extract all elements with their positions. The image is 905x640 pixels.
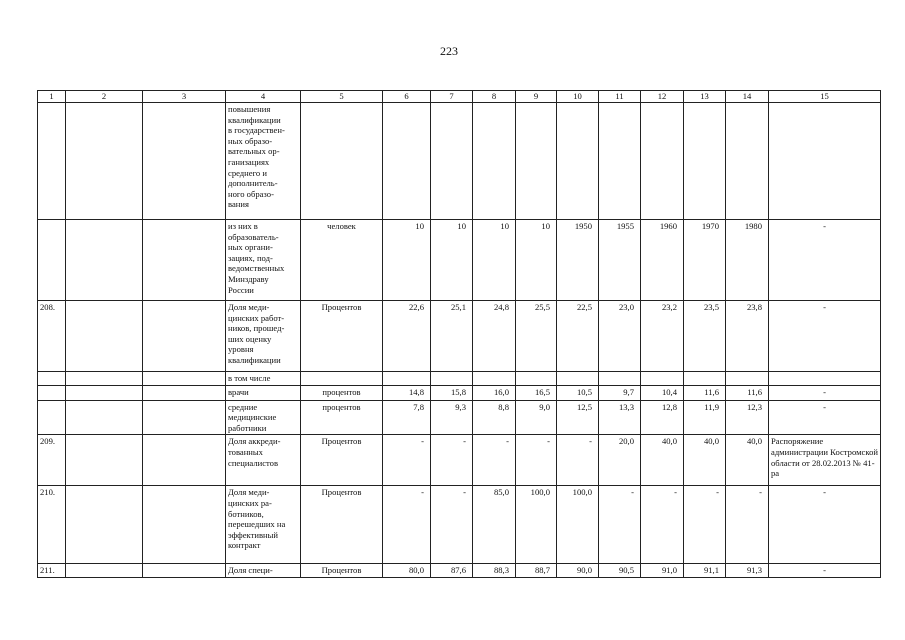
value-cell: 24,8 <box>473 301 516 372</box>
indicator-name: Доля специ- <box>226 564 301 578</box>
row-number: 210. <box>38 486 66 564</box>
value-cell: 40,0 <box>726 435 769 486</box>
table-row <box>38 385 881 400</box>
value-cell: 10 <box>473 220 516 301</box>
value-cell: 12,3 <box>726 400 769 435</box>
cell-col3 <box>143 564 226 578</box>
cell-col2 <box>66 435 143 486</box>
value-cell: 87,6 <box>431 564 473 578</box>
column-header: 6 <box>383 91 431 103</box>
value-cell <box>431 103 473 220</box>
row-number <box>38 385 66 400</box>
value-cell <box>383 103 431 220</box>
note <box>769 103 881 220</box>
value-cell: - <box>383 486 431 564</box>
note: - <box>769 220 881 301</box>
indicator-name: Доля меди- цинских ра- ботников, перешедших на эффективный контракт <box>226 486 301 564</box>
value-cell <box>684 372 726 386</box>
row-number: 208. <box>38 301 66 372</box>
value-cell: 10 <box>516 220 557 301</box>
cell-col2 <box>66 564 143 578</box>
column-header: 7 <box>431 91 473 103</box>
value-cell: - <box>431 486 473 564</box>
table-row <box>38 372 881 386</box>
note: - <box>769 400 881 435</box>
value-cell <box>516 103 557 220</box>
column-header: 14 <box>726 91 769 103</box>
value-cell: 16,0 <box>473 385 516 400</box>
column-header: 8 <box>473 91 516 103</box>
cell-col2 <box>66 385 143 400</box>
value-cell <box>684 103 726 220</box>
cell-col3 <box>143 400 226 435</box>
indicator-name: врачи <box>226 385 301 400</box>
indicator-name: Доля аккреди- тованных специалистов <box>226 435 301 486</box>
note: - <box>769 486 881 564</box>
value-cell <box>557 103 599 220</box>
note: - <box>769 385 881 400</box>
row-number <box>38 400 66 435</box>
value-cell: 20,0 <box>599 435 641 486</box>
value-cell: 90,0 <box>557 564 599 578</box>
unit <box>301 372 383 386</box>
value-cell: 9,3 <box>431 400 473 435</box>
value-cell <box>516 372 557 386</box>
value-cell <box>431 372 473 386</box>
note: Распоряжение администрации Костромской области от 28.02.2013 № 41-ра <box>769 435 881 486</box>
value-cell: 1970 <box>684 220 726 301</box>
cell-col2 <box>66 372 143 386</box>
indicator-name: средние медицинские работники <box>226 400 301 435</box>
column-header: 2 <box>66 91 143 103</box>
unit <box>301 103 383 220</box>
value-cell: 10 <box>431 220 473 301</box>
value-cell <box>641 103 684 220</box>
value-cell: 1950 <box>557 220 599 301</box>
value-cell: - <box>473 435 516 486</box>
value-cell: 12,5 <box>557 400 599 435</box>
value-cell <box>599 372 641 386</box>
column-header: 3 <box>143 91 226 103</box>
column-header: 15 <box>769 91 881 103</box>
value-cell: - <box>641 486 684 564</box>
page-number: 223 <box>440 44 458 58</box>
value-cell: 1955 <box>599 220 641 301</box>
unit: Процентов <box>301 435 383 486</box>
value-cell: 13,3 <box>599 400 641 435</box>
cell-col2 <box>66 220 143 301</box>
cell-col2 <box>66 400 143 435</box>
note: - <box>769 301 881 372</box>
value-cell: 88,7 <box>516 564 557 578</box>
column-header: 12 <box>641 91 684 103</box>
value-cell: 22,6 <box>383 301 431 372</box>
cell-col2 <box>66 301 143 372</box>
column-header: 9 <box>516 91 557 103</box>
value-cell: 9,7 <box>599 385 641 400</box>
row-number <box>38 220 66 301</box>
value-cell: - <box>383 435 431 486</box>
value-cell <box>473 372 516 386</box>
value-cell: 88,3 <box>473 564 516 578</box>
column-header: 5 <box>301 91 383 103</box>
value-cell: 91,0 <box>641 564 684 578</box>
value-cell: - <box>599 486 641 564</box>
row-number <box>38 103 66 220</box>
value-cell: 40,0 <box>641 435 684 486</box>
value-cell: 100,0 <box>516 486 557 564</box>
value-cell: 91,1 <box>684 564 726 578</box>
table-row <box>38 103 881 220</box>
cell-col2 <box>66 103 143 220</box>
table-row <box>38 435 881 486</box>
value-cell: - <box>557 435 599 486</box>
value-cell: 85,0 <box>473 486 516 564</box>
unit: Процентов <box>301 486 383 564</box>
value-cell: 1980 <box>726 220 769 301</box>
value-cell: 11,9 <box>684 400 726 435</box>
value-cell: 10,4 <box>641 385 684 400</box>
value-cell <box>557 372 599 386</box>
value-cell: 40,0 <box>684 435 726 486</box>
value-cell <box>726 372 769 386</box>
value-cell: 80,0 <box>383 564 431 578</box>
value-cell: 10 <box>383 220 431 301</box>
value-cell: 91,3 <box>726 564 769 578</box>
value-cell: 9,0 <box>516 400 557 435</box>
column-header: 4 <box>226 91 301 103</box>
value-cell: - <box>684 486 726 564</box>
value-cell: 15,8 <box>431 385 473 400</box>
value-cell: - <box>516 435 557 486</box>
value-cell <box>383 372 431 386</box>
column-header: 1 <box>38 91 66 103</box>
column-header: 13 <box>684 91 726 103</box>
value-cell: 7,8 <box>383 400 431 435</box>
value-cell: 23,8 <box>726 301 769 372</box>
row-number <box>38 372 66 386</box>
value-cell <box>641 372 684 386</box>
indicator-name: в том числе <box>226 372 301 386</box>
cell-col3 <box>143 103 226 220</box>
value-cell: 11,6 <box>726 385 769 400</box>
note <box>769 372 881 386</box>
cell-col3 <box>143 486 226 564</box>
value-cell: 100,0 <box>557 486 599 564</box>
unit: человек <box>301 220 383 301</box>
cell-col3 <box>143 385 226 400</box>
unit: Процентов <box>301 564 383 578</box>
value-cell <box>473 103 516 220</box>
row-number: 211. <box>38 564 66 578</box>
value-cell: 23,2 <box>641 301 684 372</box>
value-cell: 1960 <box>641 220 684 301</box>
value-cell: - <box>431 435 473 486</box>
table-row <box>38 400 881 435</box>
value-cell <box>726 103 769 220</box>
value-cell: 8,8 <box>473 400 516 435</box>
table-row <box>38 220 881 301</box>
value-cell: 25,5 <box>516 301 557 372</box>
header-row <box>38 91 881 103</box>
cell-col2 <box>66 486 143 564</box>
note: - <box>769 564 881 578</box>
value-cell: - <box>726 486 769 564</box>
indicator-name: повышения квалификации в государствен- ных образо- вательных ор- ганизациях среднего и дополнитель- ного образо- вания <box>226 103 301 220</box>
value-cell: 11,6 <box>684 385 726 400</box>
value-cell: 25,1 <box>431 301 473 372</box>
unit: процентов <box>301 385 383 400</box>
value-cell: 23,5 <box>684 301 726 372</box>
value-cell: 90,5 <box>599 564 641 578</box>
value-cell: 12,8 <box>641 400 684 435</box>
table-row <box>38 301 881 372</box>
unit: Процентов <box>301 301 383 372</box>
value-cell: 23,0 <box>599 301 641 372</box>
table-row <box>38 564 881 578</box>
value-cell <box>599 103 641 220</box>
indicator-table <box>37 90 881 578</box>
cell-col3 <box>143 301 226 372</box>
indicator-name: из них в образователь- ных органи- зациях, под- ведомственных Минздраву России <box>226 220 301 301</box>
column-header: 10 <box>557 91 599 103</box>
table-row <box>38 486 881 564</box>
cell-col3 <box>143 372 226 386</box>
row-number: 209. <box>38 435 66 486</box>
cell-col3 <box>143 435 226 486</box>
value-cell: 16,5 <box>516 385 557 400</box>
unit: процентов <box>301 400 383 435</box>
value-cell: 22,5 <box>557 301 599 372</box>
value-cell: 14,8 <box>383 385 431 400</box>
value-cell: 10,5 <box>557 385 599 400</box>
column-header: 11 <box>599 91 641 103</box>
cell-col3 <box>143 220 226 301</box>
indicator-name: Доля меди- цинских работ- ников, прошед- ших оценку уровня квалификации <box>226 301 301 372</box>
